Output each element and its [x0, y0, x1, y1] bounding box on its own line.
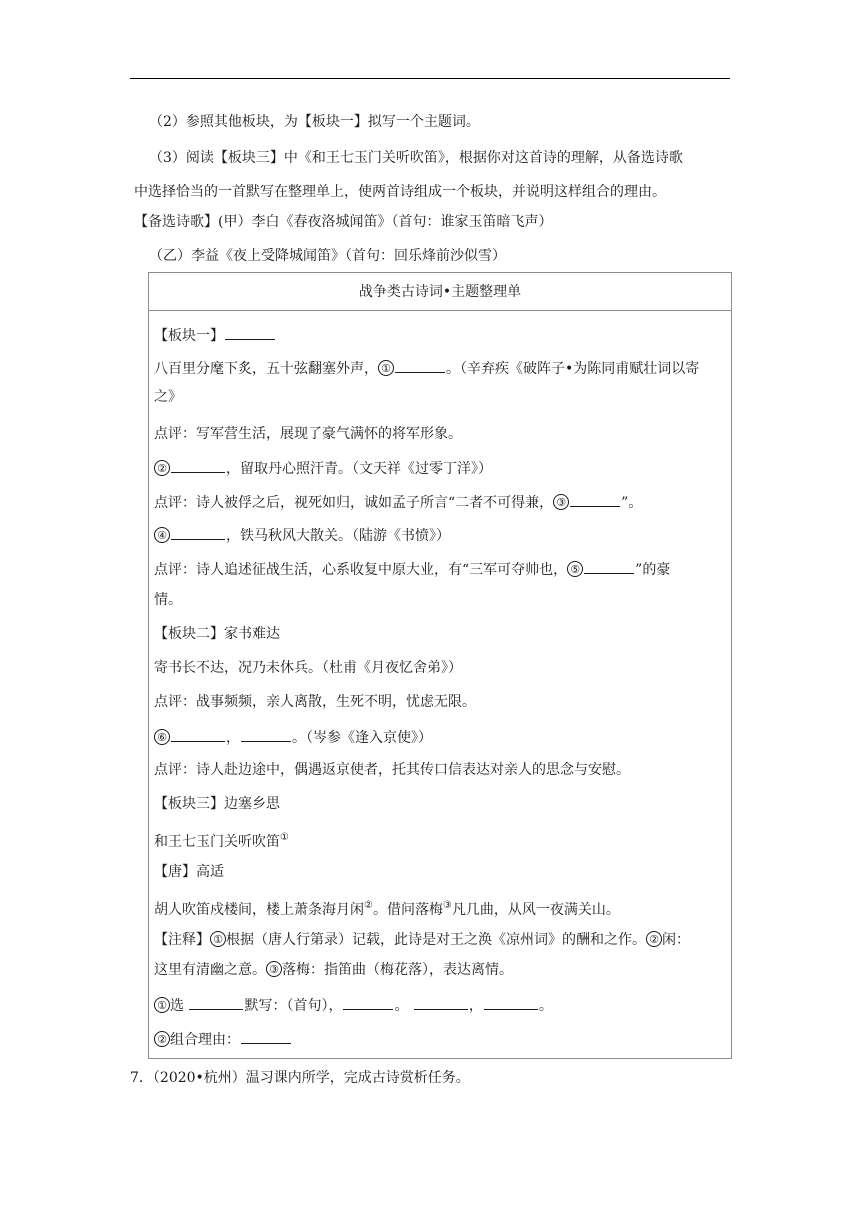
block2-line2: [154, 725, 726, 749]
note-circ-1: ①: [210, 931, 226, 947]
note-2: 闲：: [662, 932, 690, 948]
blank-3[interactable]: [570, 490, 620, 507]
mark-6: ⑥: [154, 729, 170, 745]
mark-2: ②: [154, 460, 170, 476]
note-1: 根据（唐人行第录）记载，此诗是对王之涣《凉州词》的酬和之作。: [226, 932, 646, 948]
poem-title: 和王七玉门关听吹笛: [154, 834, 280, 850]
b2-line2-source: 。（岑参《逢入京使》）: [292, 730, 432, 746]
question-3-line2: 中选择恰当的一首默写在整理单上，使两首诗组成一个板块，并说明这样组合的理由。: [134, 184, 666, 200]
note-mark-3: ③: [442, 900, 452, 911]
answer1-end: 。: [538, 998, 553, 1014]
question-7: 7．（2020•杭州）温习课内所学，完成古诗赏析任务。: [130, 1070, 470, 1086]
question-2: （2）参照其他板块，为【板块一】拟写一个主题词。: [149, 114, 480, 130]
answer-circ-1: ①: [154, 997, 170, 1013]
poem-blank-1[interactable]: [343, 993, 393, 1010]
answer-1: [154, 993, 726, 1017]
block3-heading: 【板块三】边塞乡思: [154, 796, 280, 812]
blank-6b[interactable]: [241, 725, 291, 742]
block1-theme-blank[interactable]: [225, 323, 275, 340]
mark-1: ①: [378, 360, 394, 376]
answer1-mid: 默写：（首句），: [244, 998, 343, 1014]
b1-comment3-end: ”的豪: [635, 562, 671, 578]
block1-heading: [154, 323, 726, 347]
poem-blank-2[interactable]: [414, 993, 468, 1010]
answer1-sep1: 。: [394, 998, 409, 1014]
poem-blank-3[interactable]: [484, 993, 538, 1010]
notes-line2: [154, 959, 726, 981]
blank-5[interactable]: [584, 557, 634, 574]
note-circ-3: ③: [266, 961, 282, 977]
blank-1[interactable]: [395, 356, 445, 373]
b1-line2-text: ，留取丹心照汗青。（文天祥《过零丁洋》）: [226, 461, 492, 477]
block1-label: 【板块一】: [154, 328, 224, 344]
b1-comment3-text: 点评：诗人追述征战生活，心系收复中原大业，有“三军可夺帅也，: [154, 562, 568, 578]
sheet-title: 战争类古诗词•主题整理单: [149, 273, 731, 311]
answer-2: [154, 1027, 726, 1051]
answer1-choose: 选: [170, 998, 184, 1014]
mark-4: ④: [154, 527, 170, 543]
blank-2[interactable]: [171, 456, 225, 473]
choice-blank[interactable]: [189, 993, 243, 1010]
b1-comment1: 点评：写军营生活，展现了豪气满怀的将军形象。: [154, 426, 462, 442]
poem-text: [154, 895, 726, 921]
b2-line1: 寄书长不达，况乃未休兵。（杜甫《月夜忆舍弟》）: [154, 660, 462, 676]
poem-text-c: 凡几曲，从风一夜满关山。: [451, 902, 620, 918]
reason-blank[interactable]: [241, 1027, 291, 1044]
poem-title-line: [154, 827, 726, 853]
notes-line1: [154, 929, 726, 951]
b1-line1-cont: 之》: [154, 389, 182, 405]
block2-heading: 【板块二】家书难达: [154, 626, 280, 642]
note-circ-2: ②: [646, 931, 662, 947]
theme-sheet: [148, 272, 732, 1059]
notes-label: 【注释】: [154, 932, 210, 948]
block1-line2: [154, 456, 726, 480]
options-a: 【备选诗歌】(甲）李白《春夜洛城闻笛》（首句：谁家玉笛暗飞声）: [134, 214, 553, 230]
b1-comment2-text: 点评：诗人被俘之后，视死如归，诚如孟子所言“二者不可得兼，: [154, 495, 554, 511]
block1-line3: [154, 523, 726, 547]
b1-line1-source: 。（辛弃疾《破阵子•为陈同甫赋壮词以寄: [446, 361, 700, 377]
b1-comment3: [154, 557, 726, 581]
b1-line3-text: ，铁马秋风大散关。（陆游《书愤》）: [226, 528, 450, 544]
b1-comment2-end: ”。: [621, 495, 643, 511]
b2-line2-sep: ，: [226, 730, 240, 746]
mark-5: ⑤: [567, 561, 583, 577]
note-mark-2: ②: [364, 900, 373, 911]
note-mark-1: ①: [280, 832, 289, 843]
options-b: （乙）李益《夜上受降城闻笛》（首句：回乐烽前沙似雪）: [149, 248, 506, 264]
note-2-cont: 这里有清幽之意。: [154, 962, 266, 978]
question-3-line1: （3）阅读【板块三】中《和王七玉门关听吹笛》，根据你对这首诗的理解，从备选诗歌: [149, 150, 683, 166]
poem-author: 【唐】高适: [154, 864, 224, 880]
b1-comment2: [154, 490, 726, 514]
answer-circ-2: ②: [154, 1031, 170, 1047]
mark-3: ③: [553, 494, 569, 510]
b2-comment2: 点评：诗人赴边途中，偶遇返京使者，托其传口信表达对亲人的思念与安慰。: [154, 762, 630, 778]
poem-text-a: 胡人吹笛戍楼间，楼上萧条海月闲: [154, 902, 364, 918]
blank-4[interactable]: [171, 523, 225, 540]
poem-text-b: 。借问落梅: [372, 902, 443, 918]
answer2-label: 组合理由：: [170, 1032, 240, 1048]
blank-6a[interactable]: [171, 725, 225, 742]
b1-comment3-cont: 情。: [154, 592, 182, 608]
block1-line1: [154, 356, 726, 380]
b2-comment1: 点评：战事频频，亲人离散，生死不明，忧虑无限。: [154, 694, 476, 710]
answer1-sep2: ，: [468, 998, 483, 1014]
b1-line1-text: 八百里分麾下炙，五十弦翻塞外声，: [154, 361, 378, 377]
header-rule: [130, 78, 730, 79]
note-3: 落梅：指笛曲（梅花落），表达离情。: [282, 962, 513, 978]
